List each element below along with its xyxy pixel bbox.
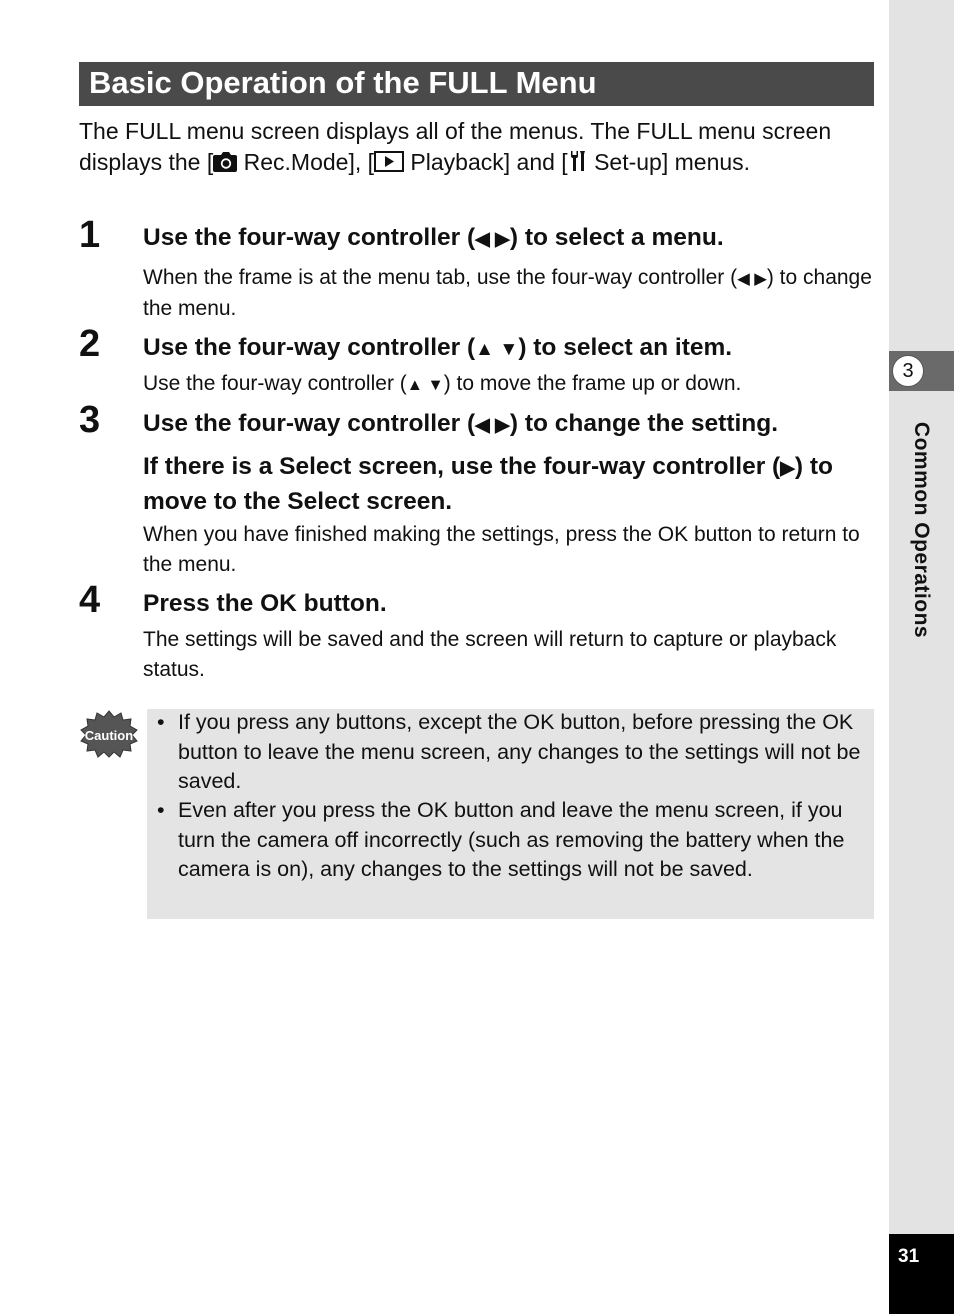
up-down-arrows-icon: ▲ ▼: [406, 376, 444, 394]
step-2-heading-end: ) to select an item.: [518, 334, 733, 361]
step-2-number: 2: [79, 323, 101, 365]
bullet-dot: •: [157, 710, 165, 734]
chapter-number: 3: [892, 355, 924, 387]
step-1-heading: [143, 221, 878, 256]
caution-bullet-2: [157, 796, 867, 885]
caution-icon-label: Caution: [84, 728, 134, 743]
chapter-title: Common Operations: [910, 421, 933, 639]
caution-bullet-1-text: If you press any buttons, except the OK button, before pressing the OK button to leave the menu screen, any changes to the settings will not be saved.: [178, 710, 861, 793]
step-1-heading-text: Use the four-way controller (: [143, 224, 476, 251]
left-right-arrows-icon: ◀ ▶: [475, 415, 510, 436]
step-2-body: [143, 369, 873, 400]
intro-text-2: Rec.Mode], [: [237, 149, 375, 175]
left-right-arrows-icon: ◀ ▶: [737, 270, 767, 288]
caution-bullet-1: [157, 708, 867, 797]
step-4-body: The settings will be saved and the screen will return to capture or playback status.: [143, 628, 837, 681]
step-1-body: [143, 263, 873, 324]
caution-bullet-2-text: Even after you press the OK button and leave the menu screen, if you turn the camera off incorrectly (such as removing the battery when the camera is on), any changes to the settings will not be saved.: [178, 798, 845, 881]
step-3-subheading: [143, 450, 878, 518]
bullet-dot: •: [157, 798, 165, 822]
left-right-arrows-icon: ◀ ▶: [475, 229, 510, 250]
step-3-number: 3: [79, 399, 101, 441]
caution-icon: [80, 710, 138, 758]
wrench-icon: [568, 149, 588, 180]
playback-icon: [374, 149, 404, 180]
step-2-body-text: Use the four-way controller (: [143, 372, 407, 395]
step-3-heading-end: ) to change the setting.: [509, 410, 779, 437]
step-3-heading: [143, 407, 878, 442]
camera-icon: [213, 149, 237, 180]
step-2-heading-text: Use the four-way controller (: [143, 334, 476, 361]
intro-text-4: Set-up] menus.: [587, 149, 751, 175]
section-title: Basic Operation of the FULL Menu: [89, 65, 597, 100]
sidebar: [889, 0, 954, 1314]
intro-paragraph: [79, 116, 869, 180]
step-3-body: When you have finished making the settings, press the OK button to return to the menu.: [143, 523, 860, 576]
intro-text-3: Playback] and [: [404, 149, 568, 175]
intro-text-1: The FULL menu screen displays all of the menus. The FULL menu screen displays the [: [79, 118, 832, 175]
step-1-number: 1: [79, 214, 101, 256]
step-1-body-text: When the frame is at the menu tab, use the four-way controller (: [143, 266, 738, 289]
step-1-body-end: ) to change the menu.: [143, 266, 872, 320]
step-2-body-end: ) to move the frame up or down.: [443, 372, 742, 395]
right-arrow-icon: ▶: [780, 458, 795, 479]
step-3-subheading-text: If there is a Select screen, use the four-way controller (: [143, 453, 781, 480]
step-4-heading: Press the OK button.: [143, 590, 387, 617]
step-3-heading-text: Use the four-way controller (: [143, 410, 476, 437]
step-1-heading-end: ) to select a menu.: [509, 224, 724, 251]
step-4-number: 4: [79, 579, 101, 621]
up-down-arrows-icon: ▲ ▼: [475, 339, 519, 360]
step-3-subheading-end: ) to move to the Select screen.: [143, 453, 834, 515]
page-number: 31: [898, 1246, 920, 1267]
step-2-heading: [143, 331, 878, 366]
